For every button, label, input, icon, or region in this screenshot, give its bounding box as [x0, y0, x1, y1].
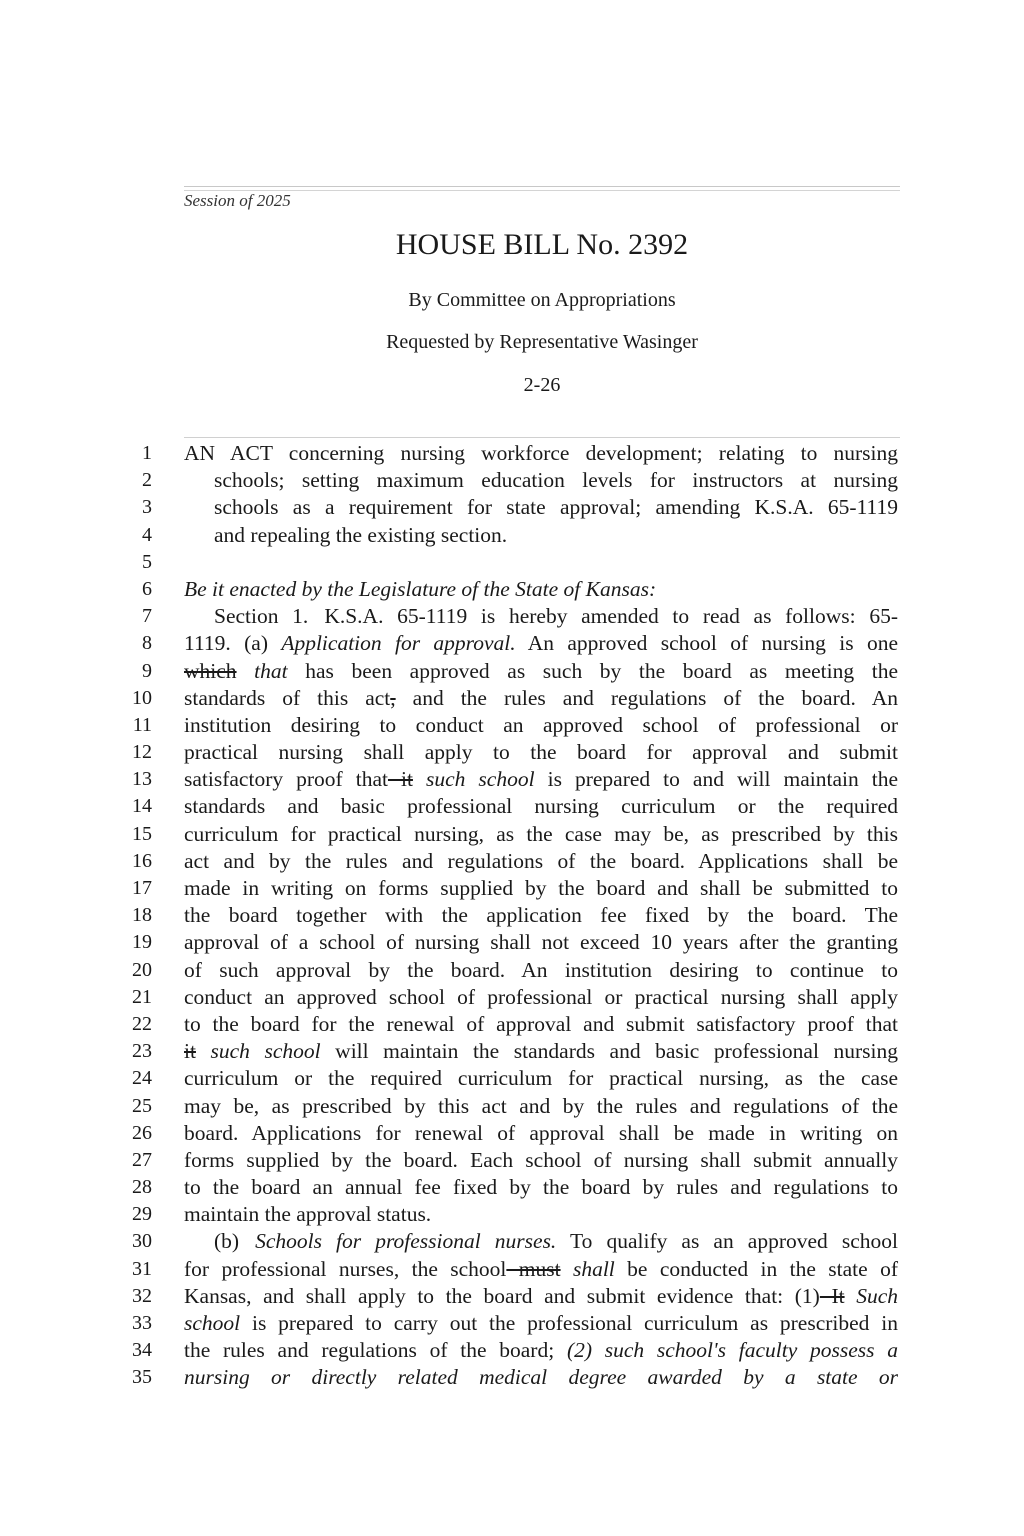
line-number: 10: [132, 686, 152, 709]
line-number: 24: [132, 1067, 152, 1090]
line-number: 9: [142, 659, 152, 682]
inserted-text: such school: [412, 767, 535, 792]
line-number: 20: [132, 958, 152, 981]
text-line: schools as a requirement for state approval; amending K.S.A. 65-1119: [214, 495, 898, 520]
text-span: standards of this act: [184, 685, 391, 710]
text-line: institution desiring to conduct an approved school of professional or: [184, 712, 898, 737]
committee-line: By Committee on Appropriations: [408, 289, 676, 311]
line-number: 13: [132, 768, 152, 791]
line-number: 29: [132, 1203, 152, 1226]
text-line: practical nursing shall apply to the board for approval and submit: [184, 740, 898, 765]
text-line: [184, 630, 898, 657]
text-line: curriculum or the required curriculum for practical nursing, as the case: [184, 1066, 898, 1091]
text-span: is prepared to carry out the professional curriculum as prescribed in: [240, 1311, 898, 1335]
line-number: 2: [142, 469, 152, 492]
bill-title: HOUSE BILL No. 2392: [395, 228, 689, 261]
line-number: 17: [132, 877, 152, 899]
text-line: made in writing on forms supplied by the board and shall be submitted to: [184, 876, 898, 900]
line-number: 11: [132, 713, 152, 736]
line-number: 3: [142, 496, 152, 519]
text-span: is prepared to and will maintain the: [534, 767, 898, 792]
line-numbers: [112, 440, 152, 1392]
line-number: 4: [142, 523, 152, 546]
line-number: 12: [132, 741, 152, 764]
text-line: [184, 1228, 898, 1255]
line-number: 30: [132, 1230, 152, 1253]
section-label: Section 1.: [214, 604, 309, 629]
text-line: of such approval by the board. An institution desiring to continue to: [184, 957, 898, 982]
text-line: may be, as prescribed by this act and by the rules and regulations of the: [184, 1093, 898, 1118]
text-line: standards and basic professional nursing curriculum or the required: [184, 794, 898, 819]
struck-text: ,: [390, 685, 396, 710]
text-line: [184, 766, 898, 793]
session-label: Session of 2025: [184, 191, 291, 210]
struck-text: It: [819, 1283, 845, 1308]
subsection-label: 1119. (a): [184, 631, 282, 656]
enacting-clause-text: Be it enacted by the Legislature of the State of Kansas:: [184, 576, 657, 601]
line-number: 15: [132, 822, 152, 845]
line-number: 23: [132, 1040, 152, 1063]
text-span: satisfactory proof that: [184, 767, 388, 792]
line-number: 33: [132, 1312, 152, 1334]
inserted-text: (2) such school's faculty possess a: [566, 1338, 898, 1363]
line-number: 28: [132, 1176, 152, 1199]
line-number: 25: [132, 1094, 152, 1117]
inserted-text: that: [236, 658, 288, 683]
line-number: 16: [132, 849, 152, 872]
line-number: 26: [132, 1121, 152, 1144]
text-span: Kansas, and shall apply to the board and submit evidence that: (1): [184, 1283, 820, 1308]
text-line: schools; setting maximum education levels for instructors at nursing: [214, 468, 898, 493]
struck-text: which: [184, 658, 237, 683]
line-number: 1: [142, 442, 152, 464]
header-rule: [184, 186, 900, 187]
bill-date: 2-26: [523, 374, 561, 396]
line-number: 27: [132, 1148, 152, 1171]
subsection-heading: Application for approval.: [281, 631, 516, 656]
line-number: 19: [132, 931, 152, 954]
inserted-text: Such: [844, 1283, 898, 1308]
text-span: be conducted in the state of: [614, 1256, 898, 1281]
text-line: [184, 1283, 898, 1310]
line-number: 21: [132, 985, 152, 1008]
line-number: 34: [132, 1339, 152, 1362]
text-line: AN ACT concerning nursing workforce development; relating to nursing: [184, 441, 898, 465]
text-line: [184, 1310, 898, 1337]
text-line: to the board an annual fee fixed by the board by rules and regulations to: [184, 1175, 898, 1200]
text-line: conduct an approved school of professional or practical nursing shall apply: [184, 984, 898, 1009]
text-line: to the board for the renewal of approval and submit satisfactory proof that: [184, 1011, 898, 1036]
text-span: has been approved as such by the board as meeting the: [287, 658, 898, 683]
text-line: [184, 1337, 898, 1364]
subsection-heading: Schools for professional nurses.: [255, 1229, 557, 1254]
text-span: An approved school of nursing is one: [515, 631, 898, 656]
text-span: To qualify as an approved school: [556, 1229, 898, 1254]
blank-line: [184, 549, 898, 576]
text-span: the rules and regulations of the board;: [184, 1338, 567, 1363]
bill-body: [184, 440, 898, 1392]
inserted-text: such school: [195, 1039, 321, 1064]
line-number: 7: [142, 605, 152, 628]
section-text: K.S.A. 65-1119 is hereby amended to read as follows: 65-: [324, 604, 898, 629]
text-line: approval of a school of nursing shall not exceed 10 years after the granting: [184, 930, 898, 955]
enacting-clause: [184, 576, 898, 603]
inserted-text: shall: [560, 1256, 615, 1281]
struck-text: it: [387, 767, 413, 792]
text-line: curriculum for practical nursing, as the case may be, as prescribed by this: [184, 821, 898, 846]
text-line: [184, 1038, 898, 1065]
line-number: 14: [132, 795, 152, 818]
text-line: forms supplied by the board. Each school of nursing shall submit annually: [184, 1147, 898, 1172]
line-number: 5: [142, 550, 152, 573]
text-line: maintain the approval status.: [184, 1202, 432, 1227]
line-number: 32: [132, 1284, 152, 1307]
text-line: the board together with the application fee fixed by the board. The: [184, 903, 898, 928]
body-rule: [184, 437, 900, 438]
inserted-text: nursing or directly related medical degree awarded by a state or: [184, 1365, 898, 1390]
text-line: board. Applications for renewal of approval shall be made in writing on: [184, 1120, 898, 1145]
text-line: [184, 1256, 898, 1283]
line-number: 22: [132, 1012, 152, 1035]
header-rule-secondary: [184, 190, 900, 191]
line-number: 6: [142, 577, 152, 600]
text-line: [184, 685, 898, 712]
text-line: [184, 658, 898, 685]
struck-text: must: [506, 1256, 561, 1281]
text-span: and the rules and regulations of the board. An: [395, 685, 898, 710]
line-number: 8: [142, 632, 152, 655]
text-line: act and by the rules and regulations of the board. Applications shall be: [184, 848, 898, 873]
inserted-text: school: [184, 1311, 241, 1335]
line-number: 35: [132, 1366, 152, 1389]
subsection-label: (b): [214, 1229, 240, 1254]
text-span: for professional nurses, the school: [184, 1256, 507, 1281]
text-line: [184, 603, 898, 630]
line-number: 31: [132, 1257, 152, 1280]
text-line: [184, 1364, 898, 1391]
text-span: will maintain the standards and basic professional nursing: [320, 1039, 898, 1064]
struck-text: it: [184, 1039, 196, 1064]
text-line: and repealing the existing section.: [214, 522, 508, 547]
line-number: 18: [132, 904, 152, 927]
requested-by-line: Requested by Representative Wasinger: [386, 331, 698, 353]
